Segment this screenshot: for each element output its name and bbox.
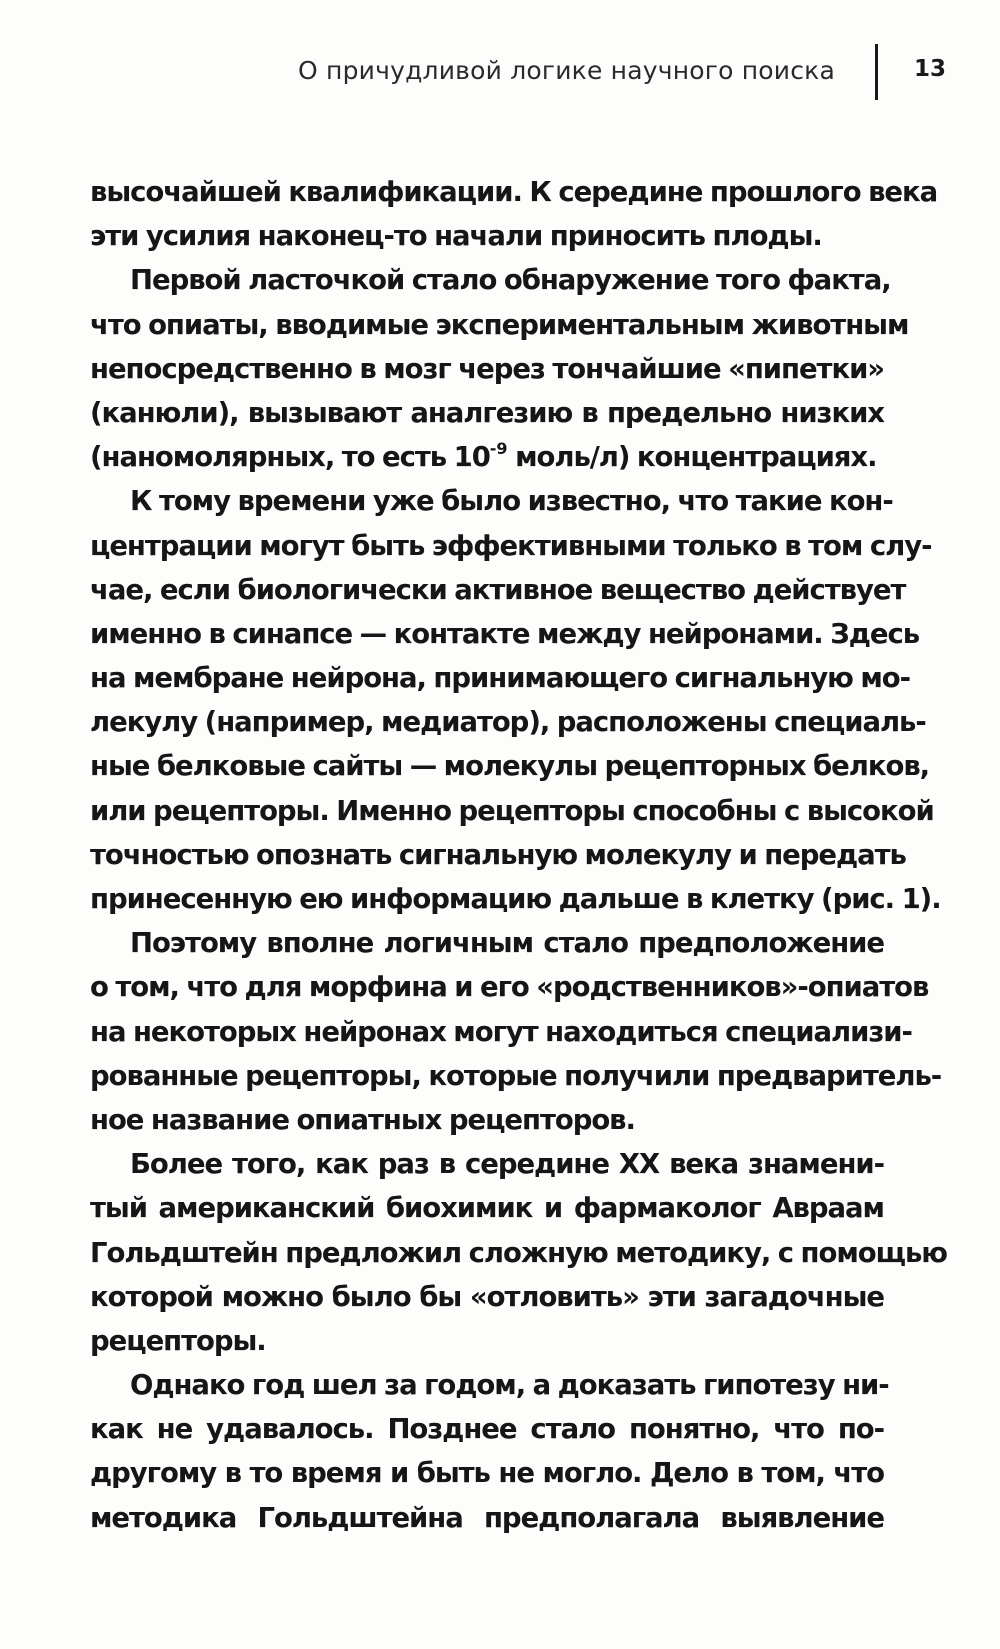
text-line: высочайшей квалификации. К середине прошлого века	[90, 176, 938, 208]
text-line: другому в то время и быть не могло. Дело в том, что	[90, 1457, 884, 1490]
paragraph	[90, 170, 938, 258]
text-line: Более того, как раз в середине XX века знамени-	[130, 1148, 884, 1181]
paragraph	[90, 258, 909, 479]
text-line: на некоторых нейронах могут находиться специализи-	[90, 1015, 912, 1048]
text-line: Гольдштейн предложил сложную методику, с помощью	[90, 1236, 947, 1269]
header-divider	[875, 44, 878, 100]
text-line: методика Гольдштейна предполагала выявление	[90, 1501, 884, 1534]
text-line: центрации могут быть эффективными только в том слу-	[90, 529, 932, 562]
text-line: которой можно было бы «отловить» эти загадочные	[90, 1280, 884, 1313]
text-line: Первой ласточкой стало обнаружение того факта,	[130, 264, 891, 297]
text-line: как не удавалось. Позднее стало понятно, что по-	[90, 1413, 884, 1446]
text-line: (канюли), вызывают аналгезию в предельно низких	[90, 396, 884, 429]
text-line: рованные рецепторы, которые получили предваритель-	[90, 1059, 942, 1092]
running-title: О причудливой логике научного поиска	[298, 56, 835, 85]
paragraph	[90, 1363, 889, 1540]
paragraph	[90, 921, 942, 1142]
text-line: именно в синапсе — контакте между нейронами. Здесь	[90, 617, 920, 650]
paragraph	[90, 479, 941, 921]
text-line: К тому времени уже было известно, что такие кон-	[130, 485, 893, 518]
text-line: или рецепторы. Именно рецепторы способны с высокой	[90, 794, 934, 827]
page-number: 13	[914, 56, 947, 82]
paragraph	[90, 1142, 947, 1363]
text-line: эти усилия наконец-то начали приносить плоды.	[90, 220, 822, 253]
text-line: принесенную ею информацию дальше в клетку (рис. 1).	[90, 883, 941, 915]
text-line: на мембране нейрона, принимающего сигнальную мо-	[90, 662, 911, 695]
text-line: Однако год шел за годом, а доказать гипотезу ни-	[130, 1369, 889, 1402]
text-line	[90, 435, 884, 479]
text-line: рецепторы.	[90, 1324, 266, 1357]
text-line: непосредственно в мозг через тончайшие «пипетки»	[90, 352, 884, 385]
running-head	[0, 56, 1000, 106]
text-line: ные белковые сайты — молекулы рецепторных белков,	[90, 750, 930, 783]
superscript-exponent: -9	[489, 439, 508, 459]
text-line: тый американский биохимик и фармаколог Авраам	[90, 1192, 884, 1225]
text-fragment: моль/л) концентрациях.	[507, 441, 877, 474]
text-line: о том, что для морфина и его «родственников»-опиатов	[90, 971, 929, 1004]
text-line: чае, если биологически активное вещество действует	[90, 573, 906, 606]
body-text	[90, 170, 947, 1540]
text-line: Поэтому вполне логичным стало предположение	[130, 927, 884, 960]
text-fragment: (наномолярных, то есть 10	[90, 441, 490, 474]
text-line: что опиаты, вводимые экспериментальным животным	[90, 308, 909, 341]
text-line: лекулу (например, медиатор), расположены специаль-	[90, 706, 926, 739]
text-line: ное название опиатных рецепторов.	[90, 1103, 635, 1136]
text-line: точностью опознать сигнальную молекулу и передать	[90, 838, 906, 871]
